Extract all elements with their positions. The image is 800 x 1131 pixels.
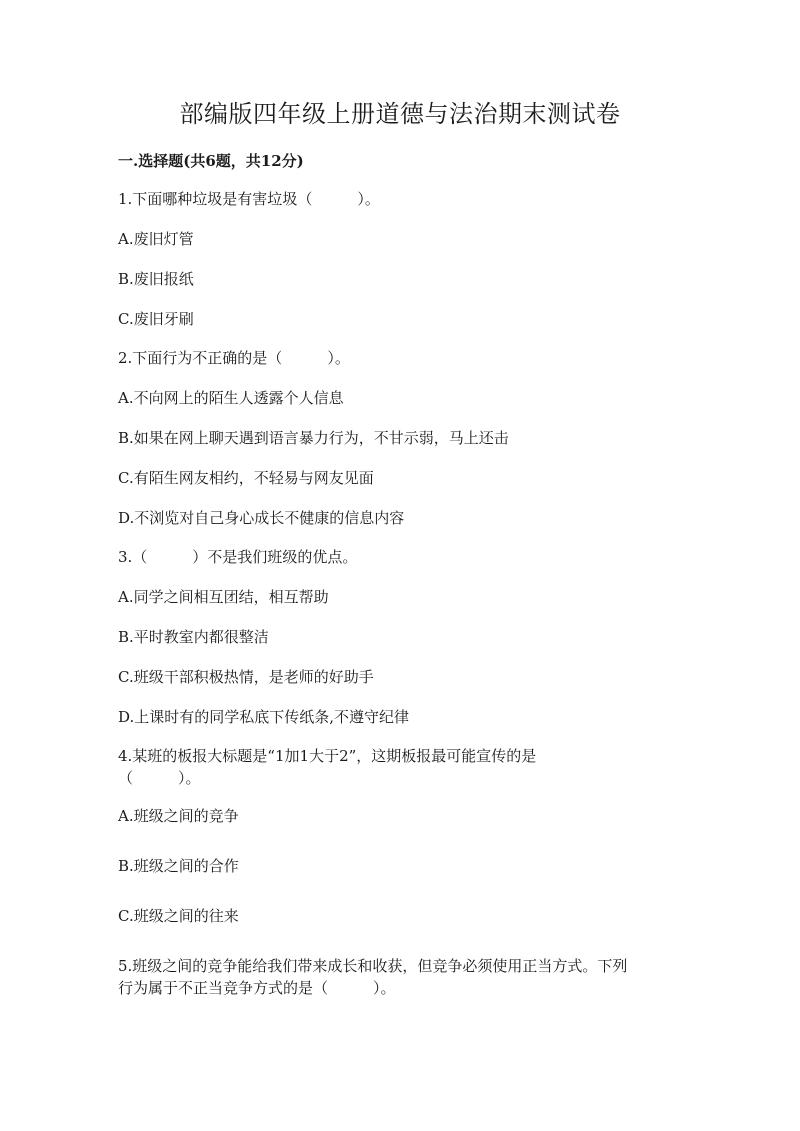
question-3-option-c: C.班级干部积极热情，是老师的好助手 — [118, 668, 374, 686]
section-heading: 一.选择题(共6题，共12分) — [118, 152, 304, 170]
question-4-option-c: C.班级之间的往来 — [118, 907, 239, 925]
question-5-stem-line-1: 5.班级之间的竞争能给我们带来成长和收获，但竞争必须使用正当方式。下列 — [118, 957, 628, 975]
question-1-option-b: B.废旧报纸 — [118, 270, 194, 288]
question-1-option-a: A.废旧灯管 — [118, 230, 194, 248]
question-4-option-a: A.班级之间的竞争 — [118, 807, 239, 825]
question-2-option-d: D.不浏览对自己身心成长不健康的信息内容 — [118, 509, 405, 527]
question-1-stem: 1.下面哪种垃圾是有害垃圾（ ）。 — [118, 190, 380, 208]
question-3-option-d: D.上课时有的同学私底下传纸条,不遵守纪律 — [118, 708, 410, 726]
question-2-option-a: A.不向网上的陌生人透露个人信息 — [118, 389, 344, 407]
question-1-option-c: C.废旧牙刷 — [118, 310, 194, 328]
question-3-option-a: A.同学之间相互团结，相互帮助 — [118, 588, 329, 606]
question-2-option-c: C.有陌生网友相约，不轻易与网友见面 — [118, 469, 374, 487]
question-3-option-b: B.平时教室内都很整洁 — [118, 628, 269, 646]
question-3-stem: 3.（ ）不是我们班级的优点。 — [118, 548, 358, 566]
exam-title: 部编版四年级上册道德与法治期末测试卷 — [179, 100, 621, 128]
question-5-stem-line-2: 行为属于不正当竞争方式的是（ ）。 — [118, 979, 396, 997]
question-4-stem-line-1: 4.某班的板报大标题是“1加1大于2”，这期板报最可能宣传的是 — [118, 747, 537, 765]
question-2-stem: 2.下面行为不正确的是（ ）。 — [118, 349, 350, 367]
question-2-option-b: B.如果在网上聊天遇到语言暴力行为，不甘示弱，马上还击 — [118, 429, 509, 447]
question-4-stem-line-2: （ ）。 — [118, 769, 201, 787]
question-4-option-b: B.班级之间的合作 — [118, 857, 239, 875]
